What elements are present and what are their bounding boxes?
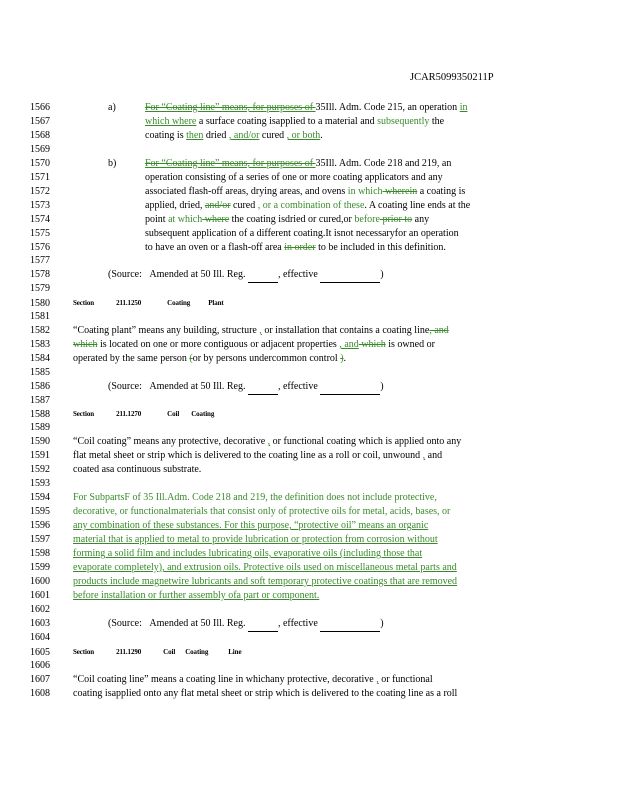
text-run: For “Coating line” means, for purposes of [145, 102, 316, 113]
subpart-line-6: evaporate completely), and extrusion oils. Protective oils used on miscellaneous metal parts and [73, 562, 457, 573]
text-run: any [412, 214, 430, 225]
text-run: , [376, 674, 379, 685]
line-number: 1569 [30, 144, 50, 155]
text-run: to have an oven or a flash-off area [145, 242, 285, 253]
para-a-line-1 [145, 101, 467, 115]
para-a-line-2 [145, 115, 444, 129]
text-run: in order [284, 242, 316, 253]
subpart-line-8: before installation or further assembly ofa part or component. [73, 590, 320, 601]
text-run: or functional coating which is applied onto any [270, 436, 462, 447]
para-b-line-4 [145, 199, 470, 213]
line-number: 1570 [30, 158, 50, 169]
text-run: ( [189, 353, 193, 364]
coil-coating-line-1 [73, 435, 461, 449]
item-label-a: a) [108, 102, 116, 113]
coil-line-line-1 [73, 673, 433, 687]
text-run: point [145, 214, 169, 225]
text-run: applied, dried, [145, 200, 205, 211]
source-note-2: (Source: Amended at 50 Ill. Reg. , effective ) [108, 380, 384, 395]
subpart-line-3: any combination of these substances. For this purpose, “protective oil” means an organic [73, 520, 429, 531]
line-number: 1606 [30, 660, 50, 671]
text-run: wherein [382, 186, 418, 197]
text-run: , and/or [228, 130, 260, 141]
line-number: 1581 [30, 311, 50, 322]
text-run: or functional [378, 674, 433, 685]
line-number: 1603 [30, 618, 50, 629]
coil-line-line-2 [73, 687, 457, 701]
para-b-line-5 [145, 213, 429, 227]
text-run: . A coating line ends at the [364, 200, 471, 211]
section-heading-1250: Section 211.1250 Coating Plant [73, 299, 224, 307]
line-number: 1568 [30, 130, 50, 141]
coil-coating-line-3 [73, 463, 201, 477]
subpart-line-5: forming a solid film and includes lubricating oils, evaporative oils (including those that [73, 548, 423, 559]
text-run: or installation that contains a coating line [261, 325, 430, 336]
line-number: 1598 [30, 548, 50, 559]
text-run: “Coil coating” means any protective, decorative [73, 436, 268, 447]
line-number: 1595 [30, 506, 50, 517]
text-run: is located on one or more contiguous or adjacent properties [97, 339, 340, 350]
text-run: 35Ill. Adm. Code 218 and 219, an [315, 158, 452, 169]
text-run: , [267, 436, 271, 447]
line-number: 1601 [30, 590, 50, 601]
line-number: 1584 [30, 353, 50, 364]
text-run: , or a combination of these [257, 200, 365, 211]
line-number: 1567 [30, 116, 50, 127]
text-run: prior to [379, 214, 413, 225]
text-run: flat metal sheet or strip which is delivered to the coating line as a roll or coil, unwound [73, 450, 423, 461]
text-run: , [422, 450, 426, 461]
text-run: subsequently [377, 116, 430, 127]
text-run: For “Coating line” means, for purposes of [145, 158, 316, 169]
para-b-line-1 [145, 157, 451, 171]
text-run: which where [145, 116, 197, 127]
text-run: , and [339, 339, 359, 350]
section-heading-1290: Section 211.1290 Coil Coating Line [73, 648, 242, 656]
text-run: . [343, 353, 347, 364]
text-run: subsequent application of a different coating.It isnot necessaryfor an operation [145, 228, 459, 239]
source-note-3: (Source: Amended at 50 Ill. Reg. , effective ) [108, 617, 384, 632]
subpart-line-2: decorative, or functionalmaterials that consist only of protective oils for metal, acids, bases, or [73, 506, 451, 517]
line-number: 1607 [30, 674, 50, 685]
text-run: operated by the same person [73, 353, 190, 364]
coil-coating-line-2 [73, 449, 442, 463]
line-number: 1577 [30, 255, 50, 266]
text-run: at which [168, 214, 203, 225]
line-number: 1593 [30, 478, 50, 489]
line-number: 1579 [30, 283, 50, 294]
para-b-line-7 [145, 241, 446, 255]
line-number: 1605 [30, 647, 50, 658]
line-number: 1588 [30, 409, 50, 420]
line-number: 1591 [30, 450, 50, 461]
coating-plant-line-1 [73, 324, 449, 338]
para-a-line-3 [145, 129, 323, 143]
line-number: 1566 [30, 102, 50, 113]
text-run: a surface coating isapplied to a material and [196, 116, 378, 127]
text-run: cured [259, 130, 287, 141]
text-run: dried [203, 130, 229, 141]
text-run: in which [347, 186, 383, 197]
text-run: coated asa continuous substrate. [73, 464, 202, 475]
line-number: 1608 [30, 688, 50, 699]
line-number: 1604 [30, 632, 50, 643]
line-number: 1571 [30, 172, 50, 183]
text-run: or by persons undercommon control [192, 353, 341, 364]
line-number: 1594 [30, 492, 50, 503]
line-number: 1597 [30, 534, 50, 545]
text-run: , [259, 325, 262, 336]
text-run: coating is [145, 130, 187, 141]
line-number: 1586 [30, 381, 50, 392]
text-run: 35Ill. Adm. Code 215, an operation [315, 102, 460, 113]
text-run: cured [230, 200, 258, 211]
line-number: 1572 [30, 186, 50, 197]
line-number: 1580 [30, 298, 50, 309]
line-number: 1583 [30, 339, 50, 350]
line-number: 1602 [30, 604, 50, 615]
text-run: the coating isdried or cured,or [229, 214, 355, 225]
text-run: the [429, 116, 445, 127]
para-b-line-6 [145, 227, 459, 241]
line-number: 1582 [30, 325, 50, 336]
line-number: 1575 [30, 228, 50, 239]
source-note-1: (Source: Amended at 50 Ill. Reg. , effective ) [108, 268, 384, 283]
text-run: , or both [286, 130, 321, 141]
line-number: 1587 [30, 395, 50, 406]
text-run: associated flash-off areas, drying areas, and ovens [145, 186, 348, 197]
text-run: before [354, 214, 380, 225]
text-run: which [358, 339, 386, 350]
text-run: “Coil coating line” means a coating line in whichany protective, decorative [73, 674, 377, 685]
para-b-line-2 [145, 171, 443, 185]
text-run: to be included in this definition. [315, 242, 446, 253]
coating-plant-line-2 [73, 338, 435, 352]
section-heading-1270: Section 211.1270 Coil Coating [73, 410, 215, 418]
line-number: 1589 [30, 422, 50, 433]
line-number: 1578 [30, 269, 50, 280]
text-run: coating isapplied onto any flat metal sheet or strip which is delivered to the coating line as a roll [73, 688, 458, 699]
text-run: and/or [204, 200, 231, 211]
line-number: 1596 [30, 520, 50, 531]
document-id: JCAR5099350211P [410, 72, 494, 83]
text-run: is owned or [385, 339, 435, 350]
line-number: 1592 [30, 464, 50, 475]
subpart-line-1: For SubpartsF of 35 Ill.Adm. Code 218 and 219, the definition does not include protective, [73, 492, 437, 503]
text-run: “Coating plant” means any building, structure [73, 325, 260, 336]
text-run: a coating is [417, 186, 466, 197]
coating-plant-line-3 [73, 352, 346, 366]
line-number: 1573 [30, 200, 50, 211]
line-number: 1590 [30, 436, 50, 447]
line-number: 1600 [30, 576, 50, 587]
text-run: operation consisting of a series of one or more coating applicators and any [145, 172, 443, 183]
item-label-b: b) [108, 158, 117, 169]
subpart-line-7: products include magnetwire lubricants and soft temporary protective coatings that are removed [73, 576, 458, 587]
text-run: , and [429, 325, 449, 336]
para-b-line-3 [145, 185, 465, 199]
text-run: where [202, 214, 230, 225]
text-run: in [459, 102, 468, 113]
text-run: then [186, 130, 204, 141]
line-number: 1585 [30, 367, 50, 378]
subpart-line-4: material that is applied to metal to provide lubrication or protection from corrosion without [73, 534, 438, 545]
text-run: which [73, 339, 98, 350]
text-run: . [320, 130, 323, 141]
line-number: 1576 [30, 242, 50, 253]
line-number: 1574 [30, 214, 50, 225]
text-run: ) [340, 353, 344, 364]
text-run: and [425, 450, 443, 461]
line-number: 1599 [30, 562, 50, 573]
